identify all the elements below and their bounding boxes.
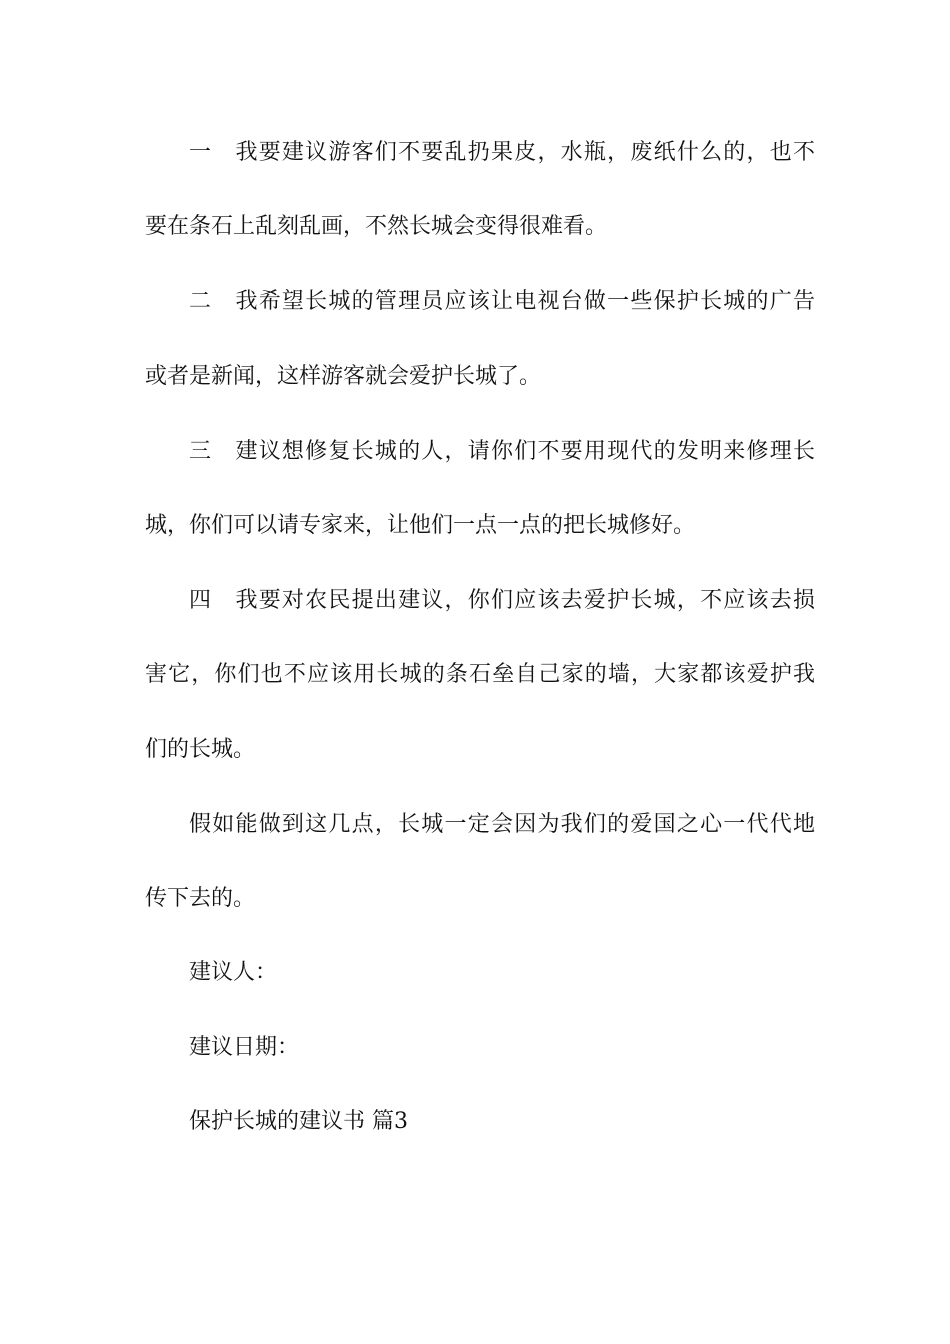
paragraph-4-line-3: 们的长城。 xyxy=(145,737,256,762)
paragraph-2-line-1: 二 我希望长城的管理员应该让电视台做一些保护长城的广告 xyxy=(189,289,815,314)
paragraph-5-line-2: 传下去的。 xyxy=(145,886,256,911)
section-heading: 保护长城的建议书 篇3 xyxy=(189,1109,408,1134)
paragraph-3-line-2: 城，你们可以请专家来，让他们一点一点的把长城修好。 xyxy=(145,513,696,538)
paragraph-1-line-1: 一 我要建议游客们不要乱扔果皮，水瓶，废纸什么的，也不 xyxy=(189,140,815,165)
paragraph-3-line-1: 三 建议想修复长城的人，请你们不要用现代的发明来修理长 xyxy=(189,439,815,464)
date-label: 建议日期： xyxy=(189,1035,300,1060)
paragraph-1-line-2: 要在条石上乱刻乱画，不然长城会变得很难看。 xyxy=(145,214,608,239)
paragraph-4-line-2: 害它，你们也不应该用长城的条石垒自己家的墙，大家都该爱护我 xyxy=(145,662,815,687)
paragraph-5-line-1: 假如能做到这几点，长城一定会因为我们的爱国之心一代代地 xyxy=(189,812,815,837)
paragraph-4-line-1: 四 我要对农民提出建议，你们应该去爱护长城，不应该去损 xyxy=(189,588,815,613)
paragraph-2-line-2: 或者是新闻，这样游客就会爱护长城了。 xyxy=(145,364,542,389)
proposer-label: 建议人： xyxy=(189,960,278,985)
